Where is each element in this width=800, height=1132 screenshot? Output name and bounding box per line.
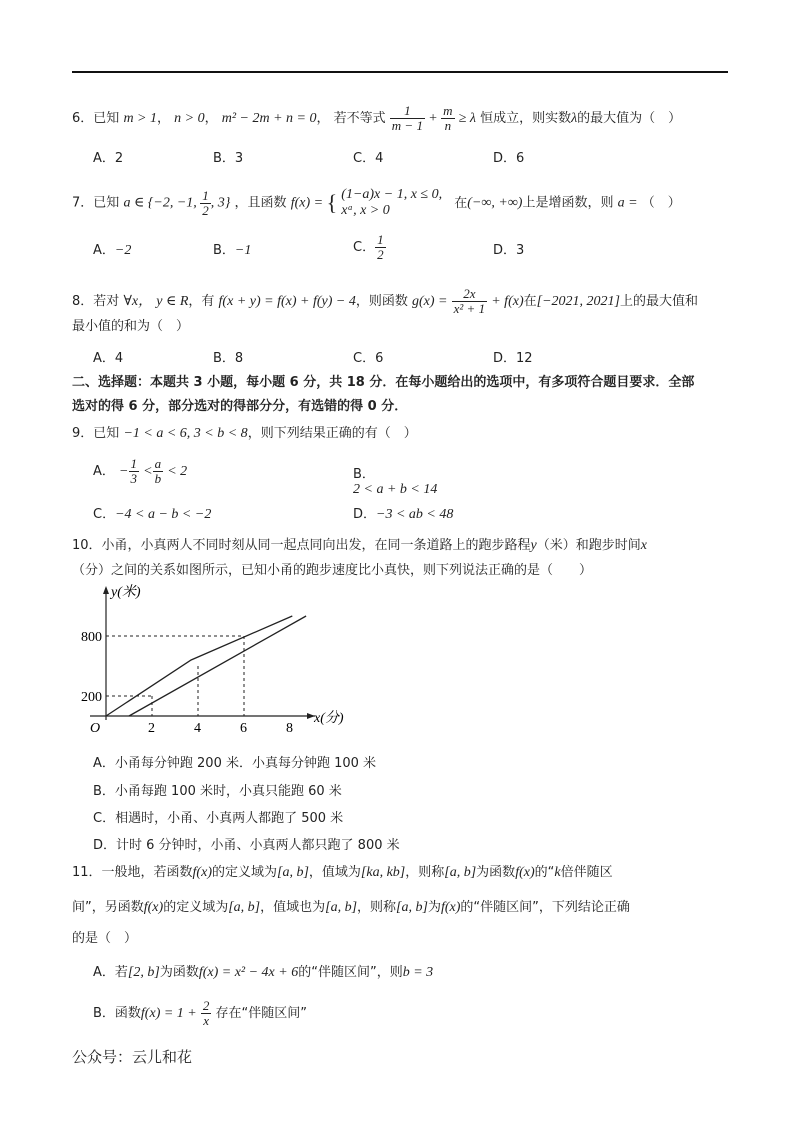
origin-label: O <box>90 721 101 736</box>
x-tick-label: 6 <box>240 721 247 736</box>
fraction: $\frac{1}{3}$ <box>130 456 137 486</box>
x-tick-label: 8 <box>286 721 293 736</box>
q6-option-b[interactable]: B．3 <box>213 151 244 166</box>
fraction: $\frac{a}{b}$ <box>154 456 162 486</box>
y-tick-label: 800 <box>81 630 102 645</box>
question-6-stem: 6．已知 m > 1， n > 0， m² − 2m + n = 0， 若不等式 $\frac{1}{m - 1}$ + $\frac{m}{n}$ ≥ λ 恒成立，则实数λ的最大值为（ ） <box>72 103 682 133</box>
q8-option-b[interactable]: B．8 <box>213 351 244 366</box>
fraction: $\frac{1}{2}$ <box>377 232 384 262</box>
q10-option-d[interactable]: D．计时 6 分钟时，小甬、小真两人都只跑了 800 米 <box>93 838 400 853</box>
q6-option-a[interactable]: A．2 <box>93 151 124 166</box>
q6-option-c[interactable]: C．4 <box>353 151 384 166</box>
fraction: $\frac{2x}{\text{x² + 1}}$ <box>453 286 486 316</box>
q10-option-b[interactable]: B．小甬每跑 100 米时，小真只能跑 60 米 <box>93 784 342 799</box>
q6-option-d[interactable]: D．6 <box>493 151 525 166</box>
q10-option-a[interactable]: A．小甬每分钟跑 200 米．小真每分钟跑 100 米 <box>93 756 377 771</box>
x-tick-label: 4 <box>194 721 201 736</box>
section-2-heading-line2: 选对的得 6 分，部分选对的得部分分，有选错的得 0 分． <box>72 399 408 414</box>
y-axis-arrow <box>103 586 109 594</box>
fraction: $\frac{m}{n}$ <box>443 103 453 133</box>
y-axis-label: y(米) <box>111 585 141 600</box>
q7-option-d[interactable]: D．3 <box>493 243 525 258</box>
question-11-line2: 间”，另函数f(x)的定义域为[a, b]，值域也为[a, b]，则称[a, b]为f(x)的“伴随区间”，下列结论正确 <box>72 900 630 915</box>
q11-option-b[interactable]: B．函数f(x) = 1 + $\frac{2}{x}$ 存在“伴随区间” <box>93 998 308 1028</box>
q7-option-b[interactable]: B．−1 <box>213 243 252 258</box>
question-10-line2: （分）之间的关系如图所示，已知小甬的跑步速度比小真快，则下列说法正确的是（ ） <box>72 563 593 578</box>
q9-option-a[interactable]: A． − $\frac{1}{3}$ < $\frac{a}{b}$ < 2 <box>93 456 188 486</box>
y-tick-label: 200 <box>81 690 102 705</box>
fraction: $\frac{1}{m - 1}$ <box>391 103 423 133</box>
q8-option-d[interactable]: D．12 <box>493 351 533 366</box>
q7-option-a[interactable]: A．−2 <box>93 243 132 258</box>
top-rule <box>72 71 728 73</box>
q9-option-d[interactable]: D．−3 < ab < 48 <box>353 507 454 522</box>
question-11-line3: 的是（ ） <box>72 931 138 946</box>
fraction: $\frac{2}{x}$ <box>202 998 210 1028</box>
series-line-1 <box>129 616 306 716</box>
x-axis-label: x(分) <box>314 711 344 726</box>
question-8-stem: 8．若对 ∀x， y ∈ R，有 f(x + y) = f(x) + f(y) − 4，则函数 g(x) = $\frac{2x}{\text{x² + 1}}$ + f(x)在[−2021, 2021]上的最大值和 <box>72 286 698 316</box>
footer-account: 公众号：云儿和花 <box>72 1048 193 1066</box>
section-2-heading: 二、选择题：本题共 3 小题，每小题 6 分，共 18 分．在每小题给出的选项中，有多项符合题目要求．全部 <box>72 375 695 390</box>
question-9-stem: 9．已知 −1 < a < 6, 3 < b < 8，则下列结果正确的有（ ） <box>72 426 417 441</box>
x-tick-label: 2 <box>148 721 155 736</box>
q9-option-b[interactable]: B． 2 < a + b < 14 <box>353 467 438 497</box>
series-line-2 <box>106 616 292 716</box>
q10-option-c[interactable]: C．相遇时，小甬、小真两人都跑了 500 米 <box>93 811 344 826</box>
q8-option-c[interactable]: C．6 <box>353 351 384 366</box>
fraction: $\frac{1}{2}$ <box>202 187 209 218</box>
q8-option-a[interactable]: A．4 <box>93 351 124 366</box>
question-7-stem: 7．已知 a ∈ {−2, −1, $\frac{1}{2}$ , 3} ，且函数 f(x) = { (1−a)x − 1, x ≤ 0, xᵃ, x > 0 在(−∞, +∞)上是增函数，则 a = （ ） <box>72 187 681 218</box>
question-11-stem: 11．一般地，若函数f(x)的定义域为[a, b]，值域为[ka, kb]，则称[a, b]为函数f(x)的“k倍伴随区 <box>72 865 613 880</box>
q9-option-c[interactable]: C．−4 < a − b < −2 <box>93 507 212 522</box>
q7-option-c[interactable]: C． $\frac{1}{2}$ <box>353 232 384 262</box>
q10-graph <box>60 580 370 740</box>
question-10-stem: 10．小甬，小真两人不同时刻从同一起点同向出发，在同一条道路上的跑步路程y（米）和跑步时间x <box>72 538 647 553</box>
q11-option-a[interactable]: A．若[2, b]为函数f(x) = x² − 4x + 6的“伴随区间”，则b = 3 <box>93 965 434 980</box>
question-8-line2: 最小值的和为（ ） <box>72 319 190 334</box>
